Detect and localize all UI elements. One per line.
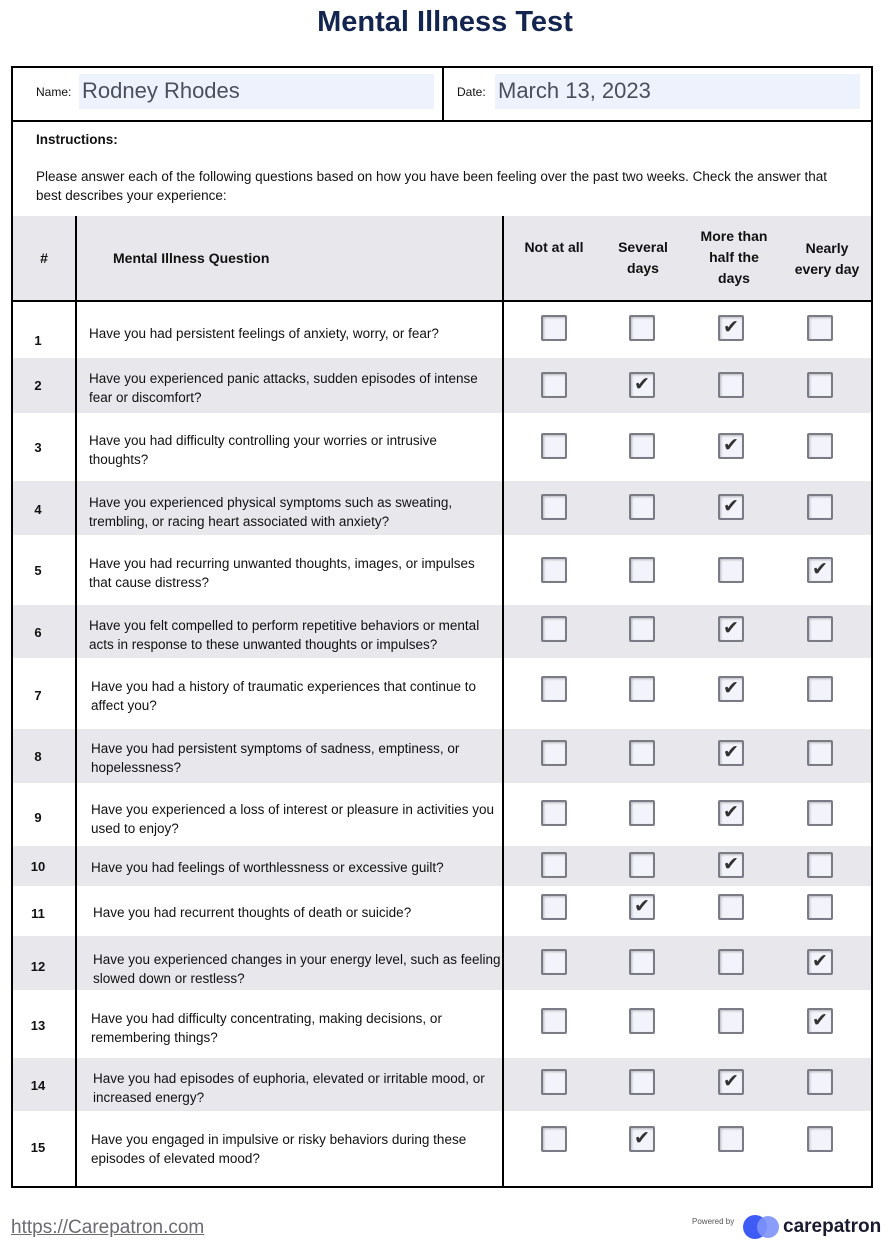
table-row (13, 990, 871, 1058)
checkbox-not-at-all[interactable] (541, 1126, 567, 1152)
checkbox-more-than-half-the-days[interactable]: ✔ (718, 616, 744, 642)
checkbox-several-days[interactable] (629, 1069, 655, 1095)
checkbox-more-than-half-the-days[interactable]: ✔ (718, 800, 744, 826)
checkbox-nearly-every-day[interactable] (807, 372, 833, 398)
date-field[interactable]: March 13, 2023 (495, 74, 860, 109)
checkbox-several-days[interactable]: ✔ (629, 372, 655, 398)
question-number: 1 (34, 333, 42, 348)
table-row (13, 936, 871, 990)
question-number: 4 (34, 502, 42, 517)
checkbox-not-at-all[interactable] (541, 852, 567, 878)
col-not-at-all-header: Not at all (524, 239, 584, 255)
question-text: Have you had a history of traumatic experiences that continue to affect you? (91, 679, 476, 713)
instructions (13, 120, 871, 218)
checkbox-not-at-all[interactable] (541, 1008, 567, 1034)
question-text: Have you experienced changes in your energy level, such as feeling slowed down or restless? (93, 952, 501, 986)
checkbox-nearly-every-day[interactable] (807, 894, 833, 920)
checkbox-more-than-half-the-days[interactable] (718, 1126, 744, 1152)
checkbox-several-days[interactable] (629, 433, 655, 459)
question-text: Have you engaged in impulsive or risky behaviors during these episodes of elevated mood? (91, 1132, 467, 1166)
question-number: 9 (34, 810, 42, 825)
checkbox-nearly-every-day[interactable] (807, 315, 833, 341)
table-row (13, 1111, 871, 1186)
checkbox-more-than-half-the-days[interactable]: ✔ (718, 676, 744, 702)
question-number: 7 (34, 688, 42, 703)
checkbox-more-than-half-the-days[interactable] (718, 557, 744, 583)
question-text: Have you experienced physical symptoms such as sweating, trembling, or racing heart associated with anxiety? (89, 495, 453, 529)
column-divider-1 (75, 216, 77, 1186)
carepatron-brand: carepatron (783, 1216, 882, 1237)
checkbox-nearly-every-day[interactable] (807, 616, 833, 642)
question-text: Have you had recurring unwanted thoughts, images, or impulses that cause distress? (89, 556, 475, 590)
table-row (13, 481, 871, 535)
checkbox-not-at-all[interactable] (541, 800, 567, 826)
checkbox-several-days[interactable] (629, 740, 655, 766)
table-row (13, 1058, 871, 1111)
checkbox-not-at-all[interactable] (541, 433, 567, 459)
table-row (13, 886, 871, 936)
header-divider (442, 68, 444, 120)
checkbox-not-at-all[interactable] (541, 894, 567, 920)
header-fields (13, 68, 871, 122)
col-question-header: Mental Illness Question (113, 250, 270, 266)
checkbox-nearly-every-day[interactable] (807, 676, 833, 702)
question-text: Have you had difficulty controlling your worries or intrusive thoughts? (89, 433, 437, 467)
checkbox-nearly-every-day[interactable] (807, 1126, 833, 1152)
question-text: Have you had episodes of euphoria, elevated or irritable mood, or increased energy? (93, 1071, 485, 1105)
question-number: 15 (30, 1140, 46, 1155)
instructions-title: Instructions: (36, 132, 118, 147)
col-nearly-every-day-header: Nearly every day (794, 240, 860, 277)
name-field[interactable]: Rodney Rhodes (79, 74, 434, 109)
col-several-days-header: Several days (618, 239, 668, 276)
col-num-header: # (40, 250, 48, 266)
question-number: 8 (34, 749, 42, 764)
checkbox-nearly-every-day[interactable] (807, 433, 833, 459)
date-label: Date: (457, 85, 486, 99)
question-number: 13 (30, 1018, 46, 1033)
checkbox-nearly-every-day[interactable] (807, 800, 833, 826)
checkbox-nearly-every-day[interactable] (807, 852, 833, 878)
checkbox-more-than-half-the-days[interactable] (718, 372, 744, 398)
checkbox-several-days[interactable] (629, 557, 655, 583)
question-number: 11 (31, 906, 45, 921)
question-text: Have you felt compelled to perform repetitive behaviors or mental acts in response to these unwanted thoughts or impulses? (89, 618, 480, 652)
question-number: 10 (30, 859, 46, 874)
checkbox-several-days[interactable] (629, 676, 655, 702)
column-divider-2 (502, 216, 504, 1186)
checkbox-not-at-all[interactable] (541, 494, 567, 520)
table-row (13, 846, 871, 886)
question-text: Have you had feelings of worthlessness or excessive guilt? (91, 860, 444, 875)
checkbox-nearly-every-day[interactable]: ✔ (807, 949, 833, 975)
carepatron-link[interactable]: https://Carepatron.com (11, 1217, 205, 1238)
table-row (13, 358, 871, 413)
question-text: Have you experienced a loss of interest or pleasure in activities you used to enjoy? (91, 802, 494, 836)
page-title: Mental Illness Test (317, 6, 573, 38)
checkbox-more-than-half-the-days[interactable]: ✔ (718, 494, 744, 520)
checkbox-several-days[interactable]: ✔ (629, 894, 655, 920)
checkbox-not-at-all[interactable] (541, 557, 567, 583)
checkbox-more-than-half-the-days[interactable] (718, 1008, 744, 1034)
instructions-text: Please answer each of the following questions based on how you have been feeling over the past two weeks. Check the answer that best describes your experience: (36, 169, 827, 203)
question-number: 12 (30, 959, 46, 974)
checkbox-more-than-half-the-days[interactable]: ✔ (718, 852, 744, 878)
question-text: Have you experienced panic attacks, sudden episodes of intense fear or discomfort? (89, 371, 478, 405)
question-number: 3 (34, 440, 42, 455)
question-text: Have you had recurrent thoughts of death or suicide? (93, 905, 412, 920)
checkbox-several-days[interactable] (629, 852, 655, 878)
checkbox-not-at-all[interactable] (541, 676, 567, 702)
checkbox-several-days[interactable] (629, 616, 655, 642)
table-row (13, 300, 871, 358)
checkbox-not-at-all[interactable] (541, 740, 567, 766)
table-row (13, 658, 871, 729)
checkbox-not-at-all[interactable] (541, 372, 567, 398)
question-text: Have you had difficulty concentrating, making decisions, or remembering things? (91, 1011, 442, 1045)
powered-by-label: Powered by (692, 1217, 735, 1226)
question-number: 6 (34, 625, 42, 640)
table-row (13, 729, 871, 783)
table-row (13, 535, 871, 605)
checkbox-nearly-every-day[interactable] (807, 1069, 833, 1095)
checkbox-several-days[interactable] (629, 949, 655, 975)
checkbox-several-days[interactable] (629, 1008, 655, 1034)
checkbox-nearly-every-day[interactable]: ✔ (807, 557, 833, 583)
table-row (13, 605, 871, 658)
checkbox-nearly-every-day[interactable] (807, 494, 833, 520)
checkbox-several-days[interactable] (629, 800, 655, 826)
checkbox-several-days[interactable] (629, 315, 655, 341)
question-number: 14 (30, 1078, 46, 1093)
table-row (13, 783, 871, 846)
checkbox-several-days[interactable] (629, 494, 655, 520)
checkbox-not-at-all[interactable] (541, 616, 567, 642)
checkbox-more-than-half-the-days[interactable]: ✔ (718, 433, 744, 459)
carepatron-logo-icon (743, 1214, 781, 1240)
checkbox-nearly-every-day[interactable]: ✔ (807, 1008, 833, 1034)
checkbox-not-at-all[interactable] (541, 315, 567, 341)
question-number: 5 (34, 563, 42, 578)
checkbox-more-than-half-the-days[interactable]: ✔ (718, 740, 744, 766)
table-row (13, 413, 871, 481)
col-more-than-half-header: More than half the days (700, 228, 768, 286)
question-text: Have you had persistent symptoms of sadness, emptiness, or hopelessness? (91, 741, 460, 775)
checkbox-more-than-half-the-days[interactable] (718, 949, 744, 975)
checkbox-not-at-all[interactable] (541, 1069, 567, 1095)
checkbox-more-than-half-the-days[interactable]: ✔ (718, 1069, 744, 1095)
checkbox-more-than-half-the-days[interactable] (718, 894, 744, 920)
test-form (11, 66, 873, 1188)
checkbox-more-than-half-the-days[interactable]: ✔ (718, 315, 744, 341)
question-number: 2 (34, 378, 42, 393)
checkbox-not-at-all[interactable] (541, 949, 567, 975)
checkbox-nearly-every-day[interactable] (807, 740, 833, 766)
name-label: Name: (36, 85, 72, 99)
table-header (13, 216, 871, 302)
checkbox-several-days[interactable]: ✔ (629, 1126, 655, 1152)
question-text: Have you had persistent feelings of anxiety, worry, or fear? (89, 326, 439, 341)
